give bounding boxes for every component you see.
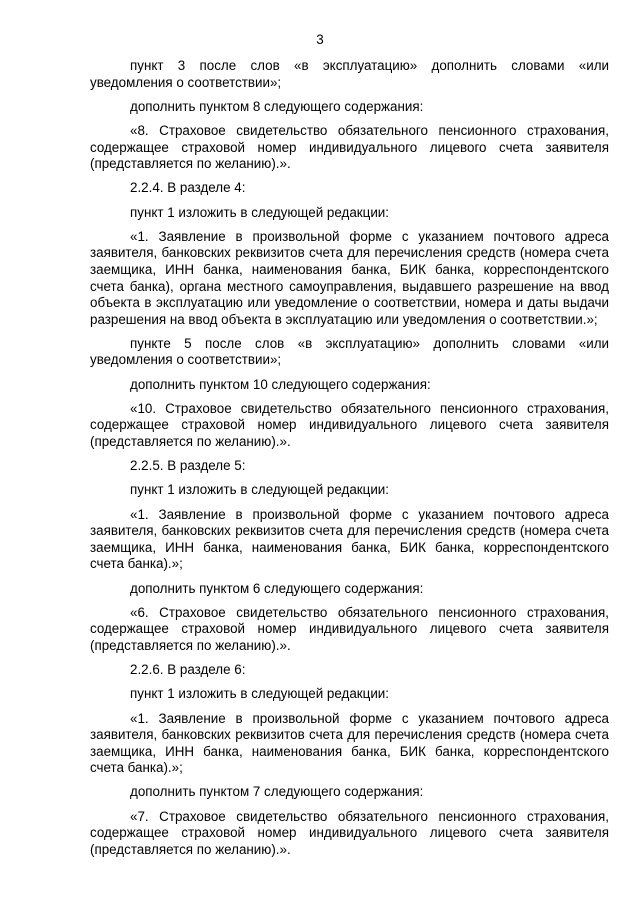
paragraph: дополнить пунктом 7 следующего содержания: <box>130 784 424 800</box>
paragraph: «1. Заявление в произвольной форме с указанием почтового адреса заявителя, банковских реквизитов счета для перечисления средств (номера счета заемщика, ИНН банка, наименования банка, БИК банка, корреспондентского счета банка), органа местного самоуправления, выдавшего разрешение на ввод объекта в эксплуатацию или уведомление о соответствии, номера и даты выдачи разрешения на ввод объекта в эксплуатацию или уведомления о соответствии.»; <box>90 228 609 327</box>
paragraph: пункт 1 изложить в следующей редакции: <box>130 482 389 498</box>
paragraph: пункт 3 после слов «в эксплуатацию» дополнить словами «или уведомления о соответствии»; <box>90 58 609 90</box>
paragraph: «1. Заявление в произвольной форме с указанием почтового адреса заявителя, банковских реквизитов счета для перечисления средств (номера счета заемщика, ИНН банка, наименования банка, БИК банка, корреспондентского счета банка).»; <box>90 710 609 776</box>
section-heading: 2.2.4. В разделе 4: <box>130 180 246 196</box>
paragraph: «6. Страховое свидетельство обязательного пенсионного страхования, содержащее страховой номер индивидуального лицевого счета заявителя (представляется по желанию).». <box>90 604 609 653</box>
paragraph: «7. Страховое свидетельство обязательного пенсионного страхования, содержащее страховой номер индивидуального лицевого счета заявителя (представляется по желанию).». <box>90 808 609 857</box>
paragraph: «10. Страховое свидетельство обязательного пенсионного страхования, содержащее страховой номер индивидуального лицевого счета заявителя (представляется по желанию).». <box>90 400 609 450</box>
page-number: 3 <box>316 32 324 47</box>
paragraph: дополнить пунктом 6 следующего содержания: <box>130 580 424 596</box>
section-heading: 2.2.5. В разделе 5: <box>130 458 246 474</box>
paragraph: «1. Заявление в произвольной форме с указанием почтового адреса заявителя, банковских реквизитов счета для перечисления средств (номера счета заемщика, ИНН банка, наименования банка, БИК банка, корреспондентского счета банка).»; <box>90 506 609 572</box>
paragraph: дополнить пунктом 8 следующего содержания: <box>130 98 424 114</box>
paragraph: пункт 1 изложить в следующей редакции: <box>130 686 389 702</box>
paragraph: «8. Страховое свидетельство обязательного пенсионного страхования, содержащее страховой номер индивидуального лицевого счета заявителя (представляется по желанию).». <box>90 122 609 172</box>
paragraph: пункте 5 после слов «в эксплуатацию» дополнить словами «или уведомления о соответствии»; <box>90 335 609 368</box>
document-body <box>90 58 609 866</box>
section-heading: 2.2.6. В разделе 6: <box>130 662 246 678</box>
paragraph: пункт 1 изложить в следующей редакции: <box>130 204 389 220</box>
paragraph: дополнить пунктом 10 следующего содержания: <box>130 376 431 392</box>
